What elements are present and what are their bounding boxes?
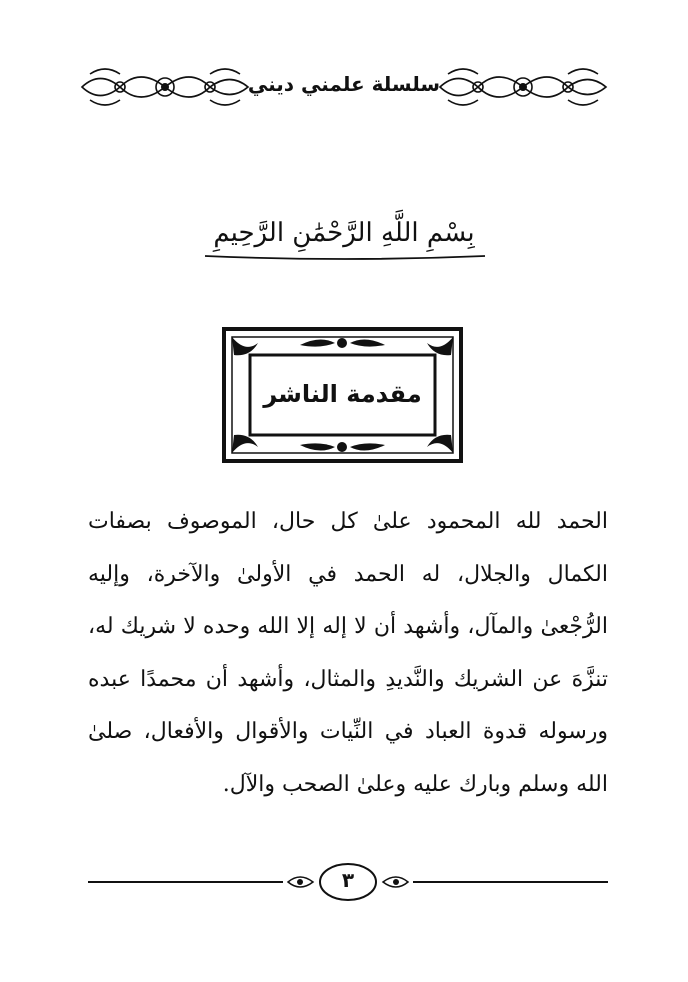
page-number: ٣ [341,868,355,892]
basmala-flourish-icon [200,250,490,262]
intro-paragraph: الحمد لله المحمود علىٰ كل حال، الموصوف بصفات الكمال والجلال، له الحمد في الأولىٰ والآخرة، وإليه الرُّجْعىٰ والمآل، وأشهد أن لا إله إلا الله وحده لا شريك له، تنزَّهَ عن الشريك والنَّديدِ والمثال، وأشهد أن محمدًا عبده ورسوله قدوة العباد في النِّيات والأقوال والأفعال، صلىٰ الله وسلم وبارك عليه وعلىٰ الصحب والآل. [88,509,608,797]
basmala: بِسْمِ اللَّهِ الرَّحْمَٰنِ الرَّحِيمِ [213,218,475,248]
running-header [80,62,608,112]
header-ornament-right-icon [438,62,608,112]
section-title: مقدمة الناشر [263,380,422,408]
section-title-frame [220,325,465,465]
series-title: سلسلة علمني ديني [247,72,441,96]
page-footer [88,860,608,910]
